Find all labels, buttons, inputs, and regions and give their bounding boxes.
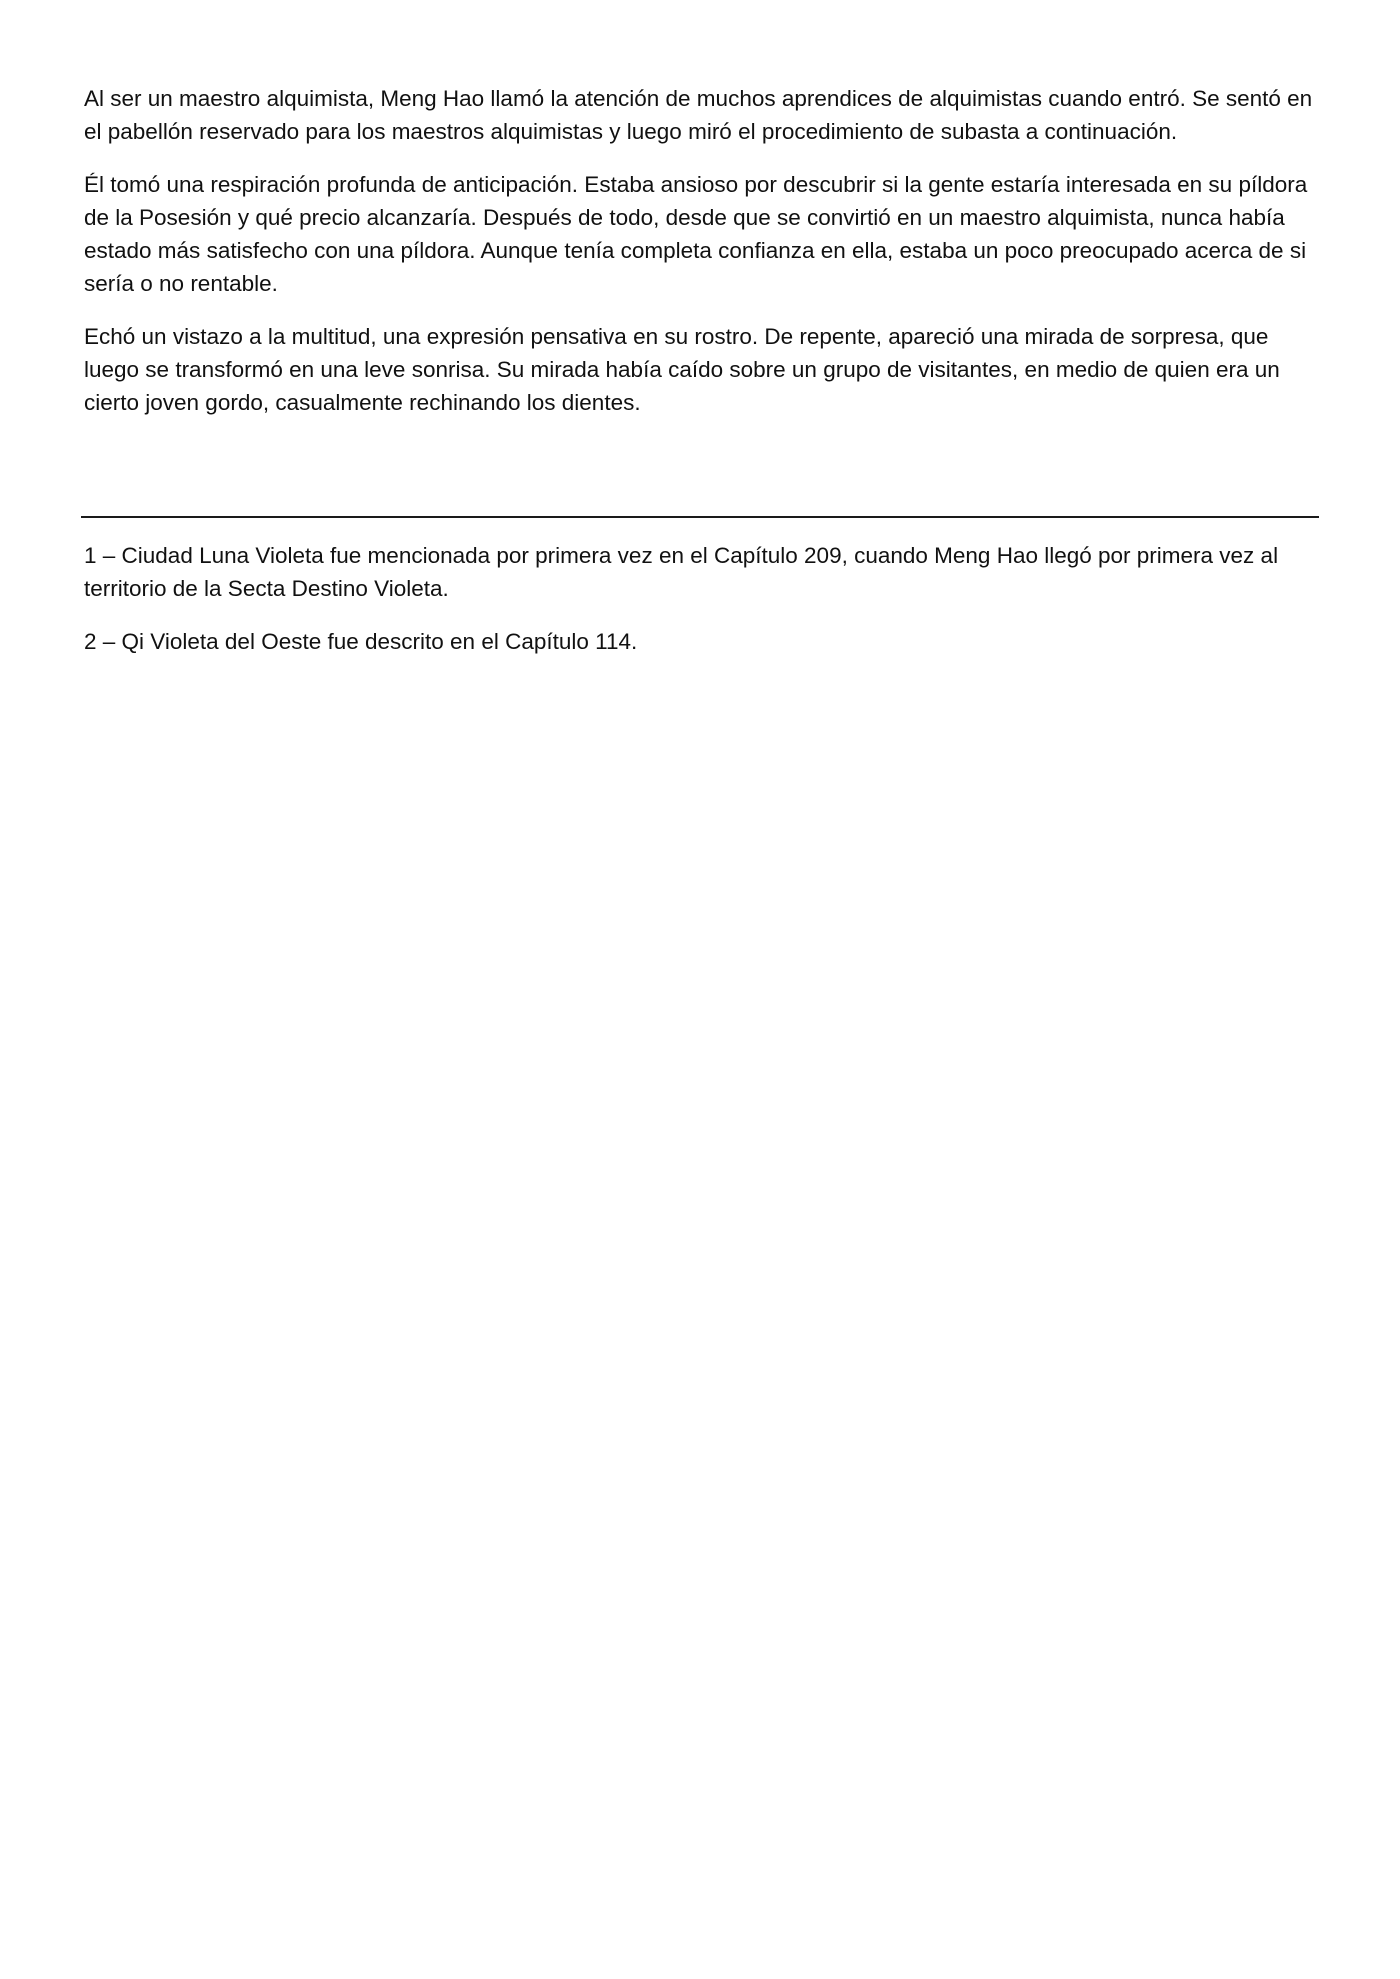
paragraph: Echó un vistazo a la multitud, una expresión pensativa en su rostro. De repente, apareció una mirada de sorpresa, que luego se transformó en una leve sonrisa. Su mirada había caído sobre un grupo de visitantes, en medio de quien era un cierto joven gordo, casualmente rechinando los dientes. xyxy=(84,324,1280,415)
main-text xyxy=(84,82,1324,439)
footnote: 2 – Qi Violeta del Oeste fue descrito en el Capítulo 114. xyxy=(84,629,638,654)
paragraph: Él tomó una respiración profunda de anticipación. Estaba ansioso por descubrir si la gente estaría interesada en su píldora de la Posesión y qué precio alcanzaría. Después de todo, desde que se convirtió en un maestro alquimista, nunca había estado más satisfecho con una píldora. Aunque tenía completa confianza en ella, estaba un poco preocupado acerca de si sería o no rentable. xyxy=(84,172,1308,296)
footnote-divider xyxy=(81,516,1319,518)
footnote: 1 – Ciudad Luna Violeta fue mencionada por primera vez en el Capítulo 209, cuando Meng Hao llegó por primera vez al territorio de la Secta Destino Violeta. xyxy=(84,543,1279,601)
paragraph: Al ser un maestro alquimista, Meng Hao llamó la atención de muchos aprendices de alquimistas cuando entró. Se sentó en el pabellón reservado para los maestros alquimistas y luego miró el procedimiento de subasta a continuación. xyxy=(84,86,1313,144)
footnotes xyxy=(84,539,1324,678)
